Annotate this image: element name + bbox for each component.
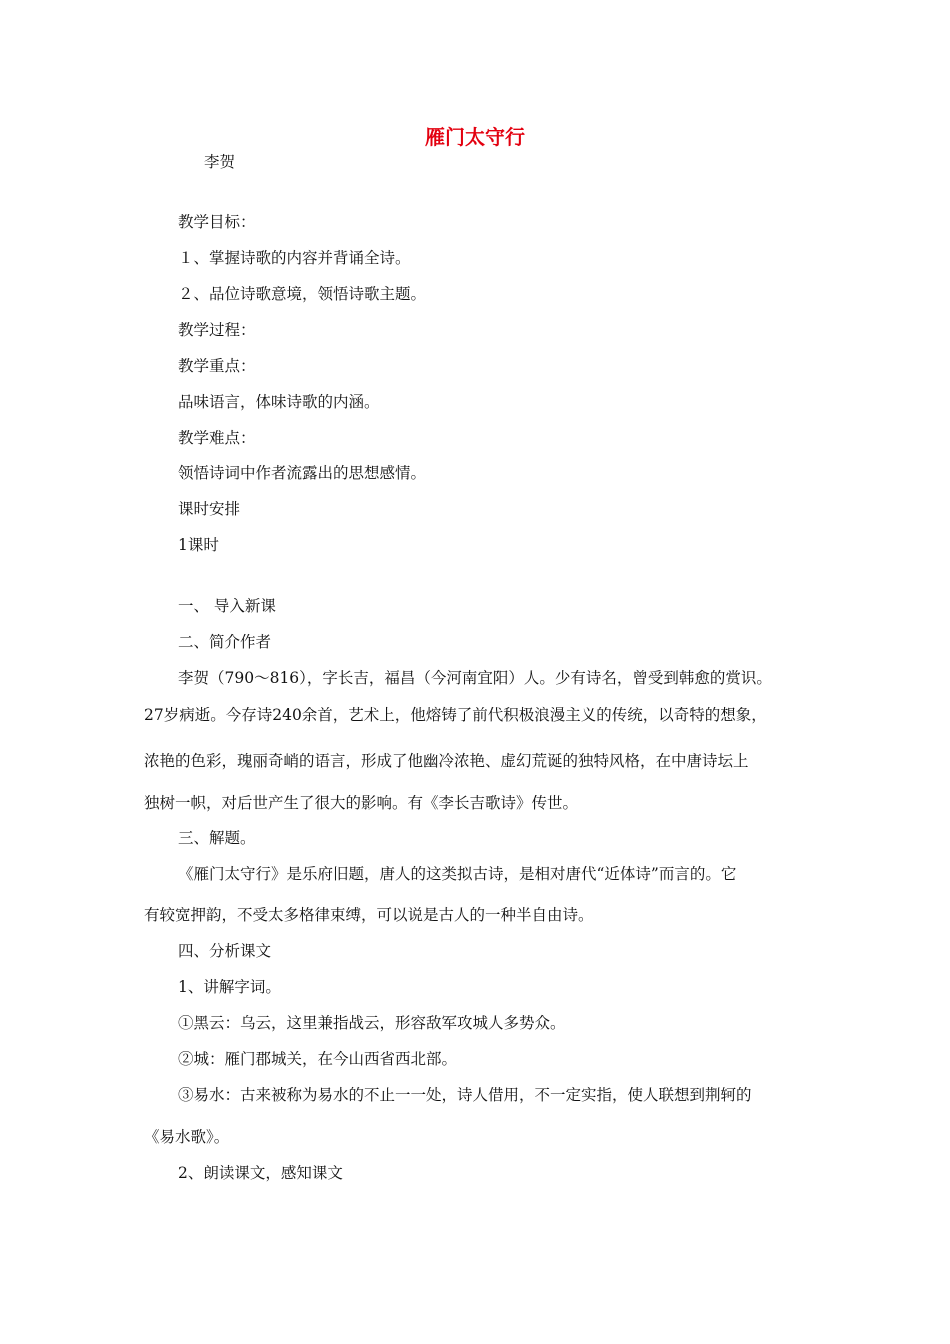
text-line: 《雁门太守行》是乐府旧题，唐人的这类拟古诗，是相对唐代“近体诗”而言的。它 [178,865,737,883]
text-line: 教学目标： [178,213,256,231]
text-line: 27岁病逝。今存诗240余首，艺术上，他熔铸了前代积极浪漫主义的传统，以奇特的想象， [144,706,767,724]
text-line: １、掌握诗歌的内容并背诵全诗。 [178,249,411,267]
text-line: 教学难点： [178,429,256,447]
text-line: 独树一帜，对后世产生了很大的影响。有《李长吉歌诗》传世。 [144,794,579,812]
text-line: 教学重点： [178,357,256,375]
text-line: 《易水歌》。 [144,1128,230,1146]
text-line: 浓艳的色彩，瑰丽奇峭的语言，形成了他幽冷浓艳、虚幻荒诞的独特风格，在中唐诗坛上 [144,752,749,770]
section-heading: 三、解题。 [178,829,256,847]
text-line: 领悟诗词中作者流露出的思想感情。 [178,464,427,482]
section-heading: 二、简介作者 [178,633,272,651]
section-heading: 四、分析课文 [178,942,272,960]
author-name: 李贺 [204,153,236,171]
text-line: ②城：雁门郡城关，在今山西省西北部。 [178,1050,458,1068]
document-title: 雁门太守行 [425,125,525,149]
text-line: 品味语言，体味诗歌的内涵。 [178,393,380,411]
text-line: ２、品位诗歌意境，领悟诗歌主题。 [178,285,427,303]
text-line: ①黑云：乌云，这里兼指战云，形容敌军攻城人多势众。 [178,1014,566,1032]
text-line: 1课时 [178,536,219,554]
text-line: 课时安排 [178,500,241,518]
text-line: 李贺（790～816），字长吉，福昌（今河南宜阳）人。少有诗名，曾受到韩愈的赏识。 [178,669,772,687]
text-line: 2、朗读课文，感知课文 [178,1164,343,1182]
section-heading: 一、 导入新课 [178,597,276,615]
text-line: 教学过程： [178,321,256,339]
text-line: 1、讲解字词。 [178,978,281,996]
text-line: 有较宽押韵，不受太多格律束缚，可以说是古人的一种半自由诗。 [144,906,594,924]
text-line: ③易水：古来被称为易水的不止一一处，诗人借用，不一定实指，使人联想到荆轲的 [178,1086,752,1104]
